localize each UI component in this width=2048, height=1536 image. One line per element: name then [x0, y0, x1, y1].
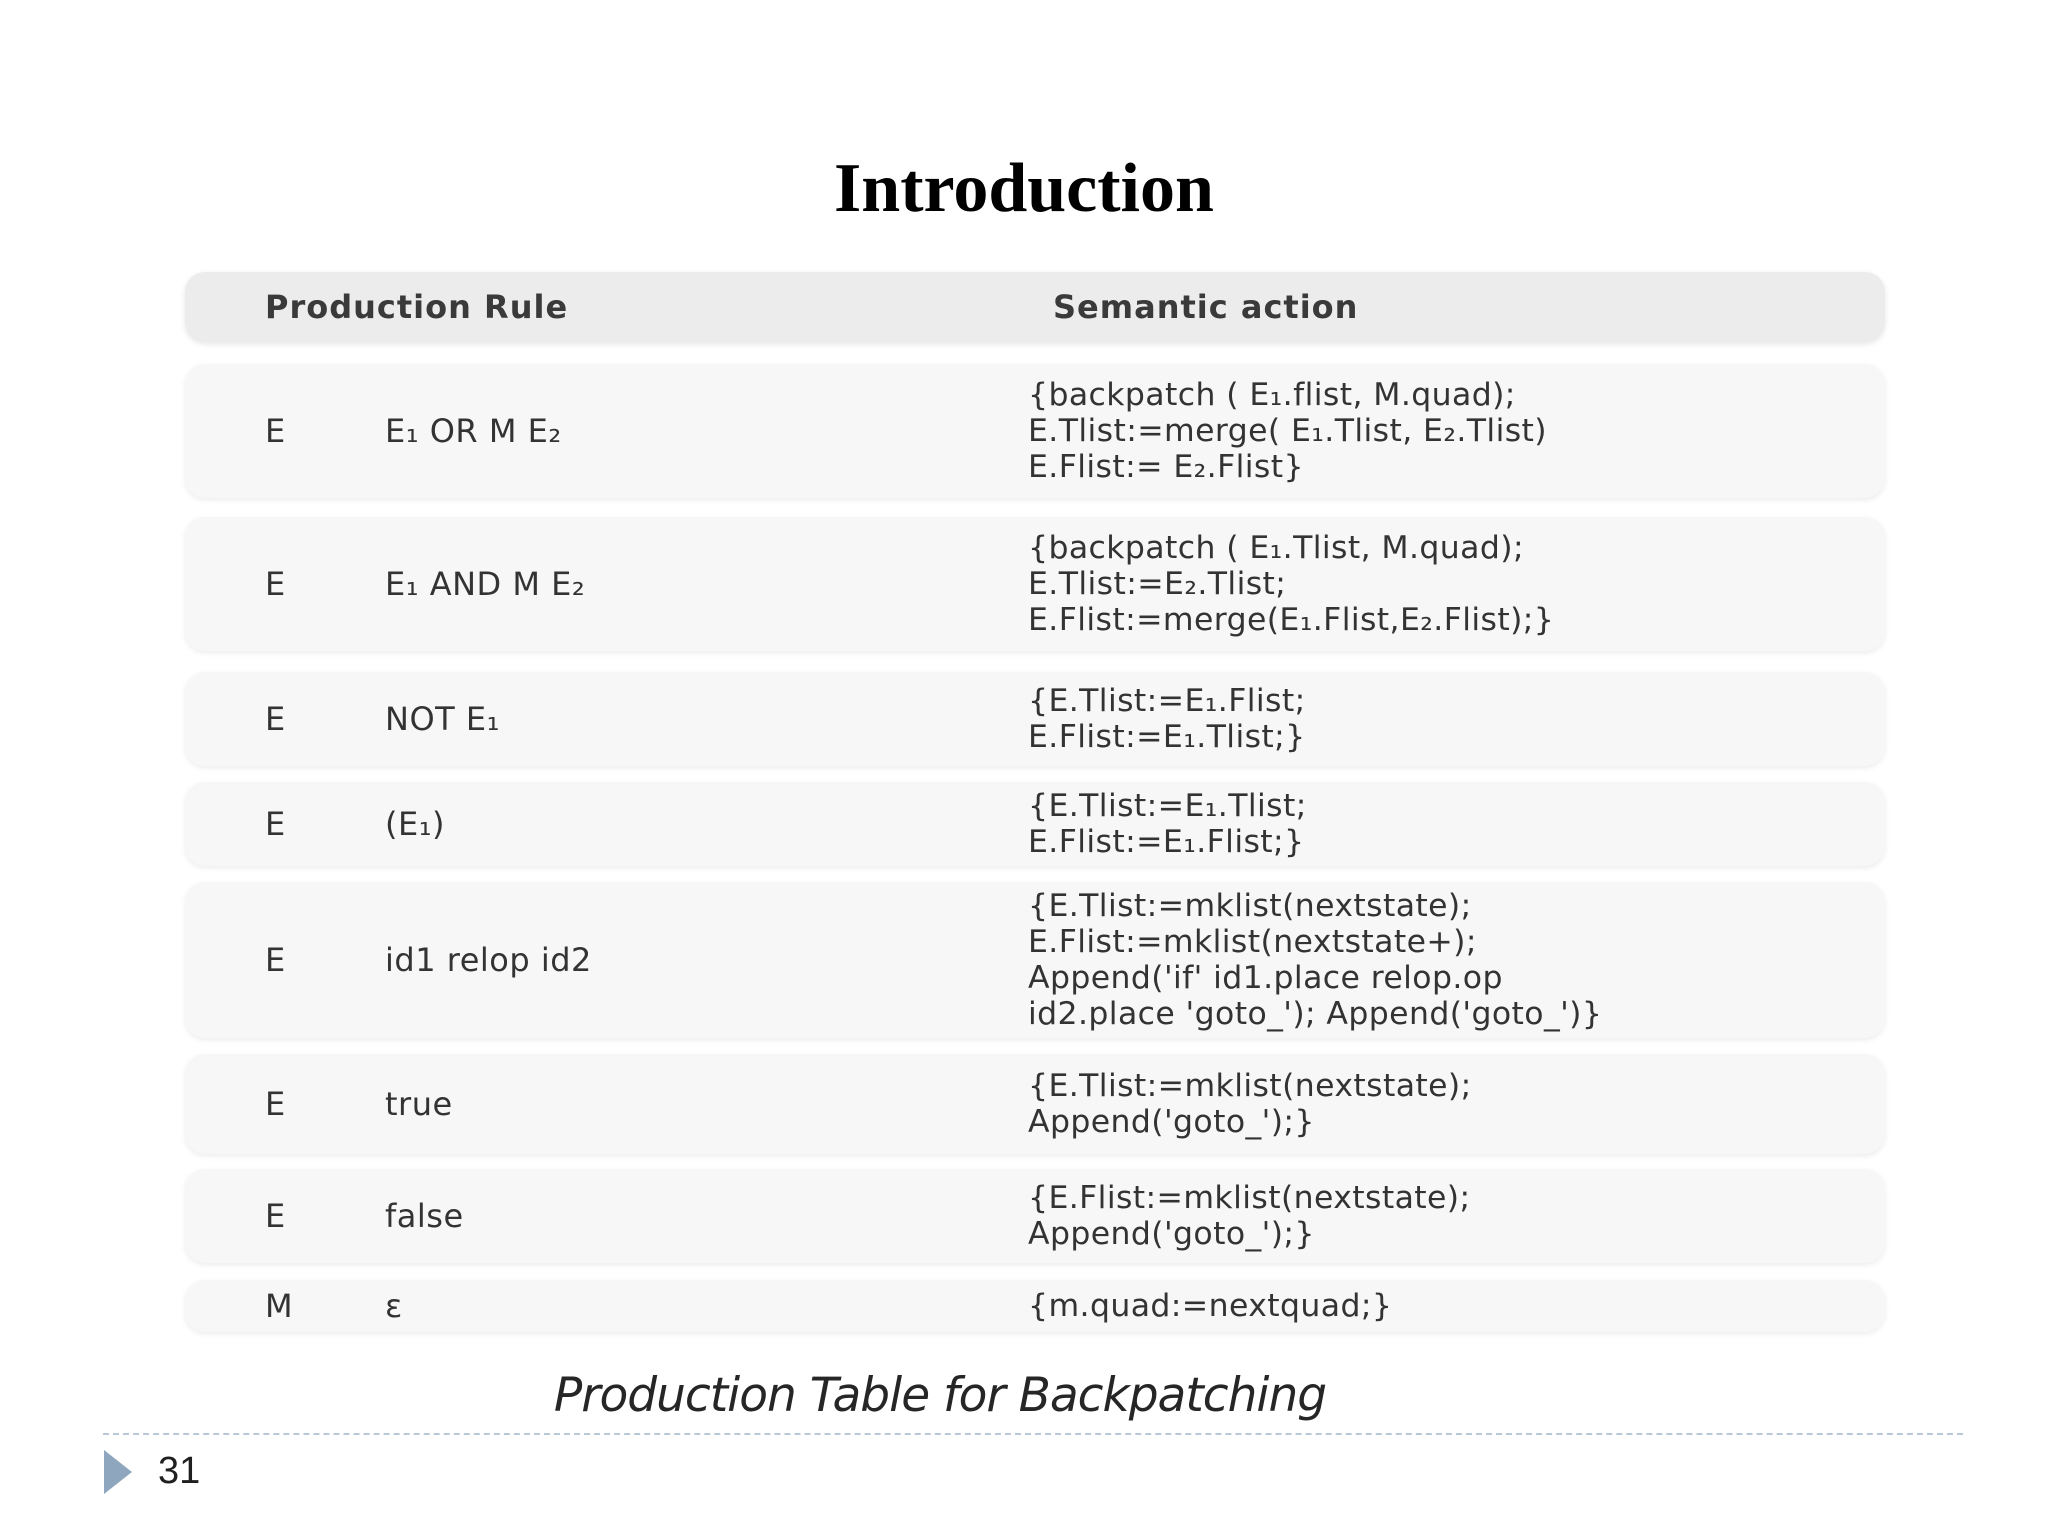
production-table [185, 272, 1885, 1325]
table-row [185, 782, 1885, 866]
header-semantic-action: Semantic action [1053, 288, 1359, 326]
row-rhs: E₁ AND M E₂ [385, 565, 586, 603]
table-row [185, 1280, 1885, 1332]
table-row [185, 1054, 1885, 1154]
row-lhs: M [265, 1287, 293, 1325]
row-rhs: id1 relop id2 [385, 941, 592, 979]
row-semantic-action: {E.Tlist:=E₁.Tlist; E.Flist:=E₁.Flist;} [1028, 788, 1307, 860]
row-semantic-action: {E.Tlist:=mklist(nextstate); Append('goto_');} [1028, 1068, 1472, 1140]
row-rhs: ε [385, 1287, 403, 1325]
row-lhs: E [265, 412, 286, 450]
table-row [185, 1169, 1885, 1263]
table-row [185, 517, 1885, 651]
row-rhs: false [385, 1197, 464, 1235]
row-lhs: E [265, 700, 286, 738]
table-row [185, 364, 1885, 498]
table-header [185, 272, 1885, 342]
header-production-rule: Production Rule [265, 288, 569, 326]
row-lhs: E [265, 1085, 286, 1123]
row-lhs: E [265, 1197, 286, 1235]
footer-divider [103, 1433, 1963, 1435]
row-semantic-action: {m.quad:=nextquad;} [1028, 1288, 1393, 1324]
table-row [185, 672, 1885, 766]
row-semantic-action: {E.Flist:=mklist(nextstate); Append('goto_');} [1028, 1180, 1471, 1252]
row-rhs: NOT E₁ [385, 700, 500, 738]
row-semantic-action: {backpatch ( E₁.flist, M.quad); E.Tlist:=merge( E₁.Tlist, E₂.Tlist) E.Flist:= E₂.Flist} [1028, 377, 1547, 485]
page-number: 31 [158, 1450, 201, 1492]
table-caption: Production Table for Backpatching [553, 1368, 1327, 1423]
row-lhs: E [265, 565, 286, 603]
slide-title: Introduction [834, 150, 1214, 227]
row-rhs: true [385, 1085, 453, 1123]
row-lhs: E [265, 941, 286, 979]
row-semantic-action: {E.Tlist:=mklist(nextstate); E.Flist:=mklist(nextstate+); Append('if' id1.place relop.op id2.place 'goto_'); Append('goto_')} [1028, 888, 1603, 1032]
row-rhs: E₁ OR M E₂ [385, 412, 562, 450]
table-row [185, 882, 1885, 1038]
row-semantic-action: {backpatch ( E₁.Tlist, M.quad); E.Tlist:=E₂.Tlist; E.Flist:=merge(E₁.Flist,E₂.Flist);} [1028, 530, 1555, 638]
row-semantic-action: {E.Tlist:=E₁.Flist; E.Flist:=E₁.Tlist;} [1028, 683, 1306, 755]
row-lhs: E [265, 805, 286, 843]
row-rhs: (E₁) [385, 805, 446, 843]
triangle-right-icon [104, 1450, 132, 1494]
